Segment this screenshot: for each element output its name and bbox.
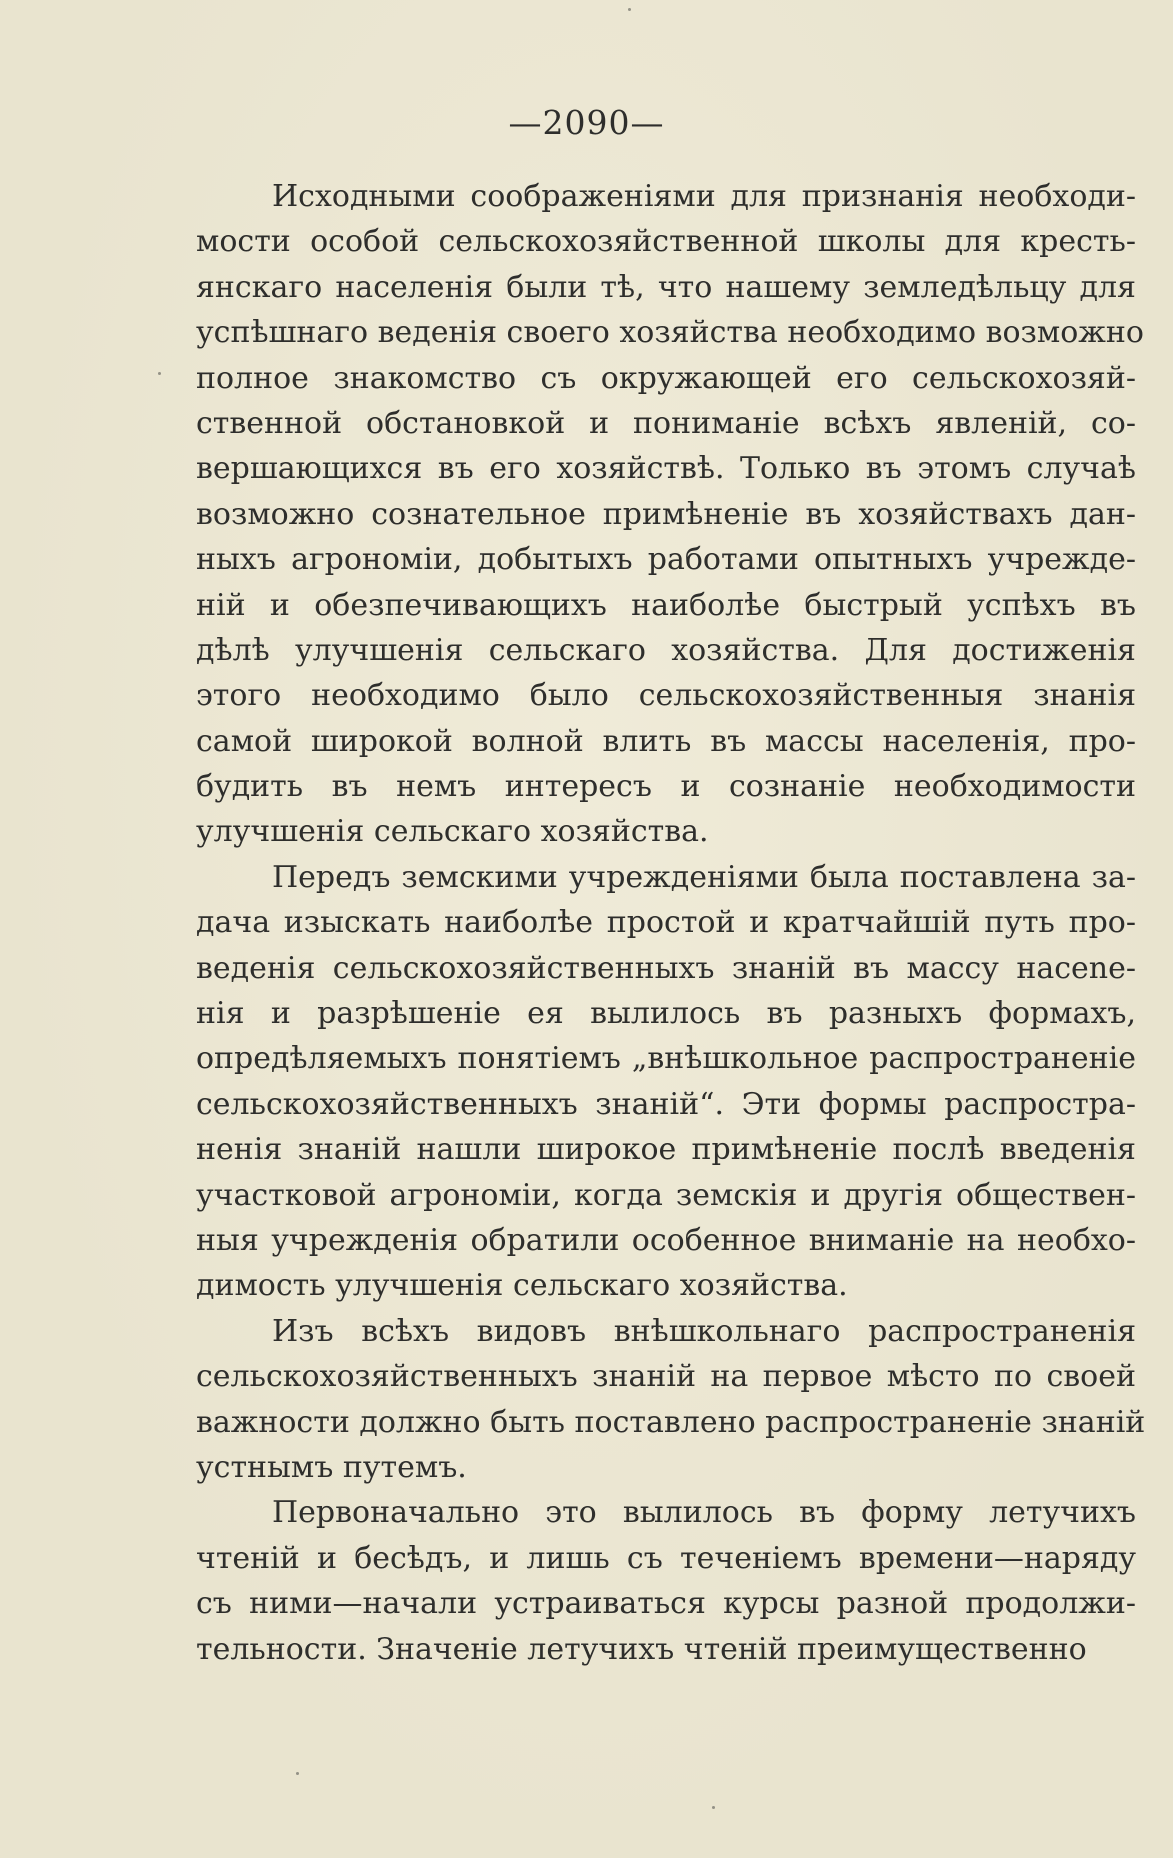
paragraph: [196, 1490, 1136, 1672]
text-line: ненія знаній нашли широкое примѣненіе послѣ введенія: [196, 1132, 1136, 1168]
paper-speck: [712, 1806, 715, 1809]
paper-speck: [158, 372, 161, 375]
text-line: Изъ всѣхъ видовъ внѣшкольнаго распространенія: [272, 1313, 1136, 1349]
paragraph: [196, 174, 1144, 855]
paper-speck: [628, 8, 631, 11]
text-line: участковой агрономіи, когда земскія и другія обществен-: [196, 1177, 1136, 1213]
text-line: ныхъ агрономіи, добытыхъ работами опытныхъ учрежде-: [196, 542, 1136, 578]
text-line: дѣлѣ улучшенія сельскаго хозяйства. Для достиженія: [196, 632, 1136, 668]
body-text: [196, 174, 1146, 1672]
text-line: ственной обстановкой и пониманіе всѣхъ явленій, со-: [196, 405, 1136, 441]
text-line: Первоначально это вылилось въ форму летучихъ: [272, 1495, 1136, 1531]
paragraph: [196, 855, 1136, 1309]
text-line: веденія сельскохозяйственныхъ знаній въ массу насеnе-: [196, 950, 1136, 986]
text-line: нія и разрѣшеніе ея вылилось въ разныхъ формахъ,: [196, 996, 1136, 1032]
text-line: янскаго населенія были тѣ, что нашему земледѣльцу для: [196, 269, 1136, 305]
text-line: мости особой сельскохозяйственной школы для кресть-: [196, 224, 1136, 260]
page-number: —2090—: [508, 103, 665, 142]
text-line: успѣшнаго веденія своего хозяйства необходимо возможно: [196, 315, 1144, 351]
text-line: димость улучшенія сельскаго хозяйства.: [196, 1268, 848, 1304]
text-line: опредѣляемыхъ понятіемъ „внѣшкольное распространеніе: [196, 1041, 1136, 1077]
text-line: ныя учрежденія обратили особенное вниманіе на необхо-: [196, 1222, 1136, 1258]
text-line: сельскохозяйственныхъ знаній“. Эти формы распростра-: [196, 1086, 1136, 1122]
paragraph: [196, 1309, 1146, 1491]
text-line: полное знакомство съ окружающей его сельскохозяй-: [196, 360, 1136, 396]
text-line: Передъ земскими учрежденіями была поставлена за-: [272, 859, 1136, 895]
text-line: чтеній и бесѣдъ, и лишь съ теченіемъ времени—наряду: [196, 1540, 1136, 1576]
text-line: этого необходимо было сельскохозяйственныя знанія: [196, 678, 1136, 714]
text-line: возможно сознательное примѣненіе въ хозяйствахъ дан-: [196, 496, 1136, 532]
text-line: дача изыскать наиболѣе простой и кратчайшій путь про-: [196, 905, 1136, 941]
text-line: сельскохозяйственныхъ знаній на первое мѣсто по своей: [196, 1359, 1136, 1395]
text-line: устнымъ путемъ.: [196, 1449, 467, 1485]
text-line: тельности. Значеніе летучихъ чтеній преимущественно: [196, 1631, 1087, 1667]
text-line: Исходными соображеніями для признанія необходи-: [272, 179, 1136, 214]
paper-speck: [296, 1772, 299, 1775]
text-line: ній и обезпечивающихъ наиболѣе быстрый успѣхъ въ: [196, 587, 1136, 623]
text-line: съ ними—начали устраиваться курсы разной продолжи-: [196, 1586, 1136, 1622]
text-line: будить въ немъ интересъ и сознаніе необходимости: [196, 769, 1136, 805]
text-line: вершающихся въ его хозяйствѣ. Только въ этомъ случаѣ: [196, 451, 1136, 487]
text-line: важности должно быть поставлено распространеніе знаній: [196, 1404, 1146, 1440]
text-line: самой широкой волной влить въ массы населенія, про-: [196, 723, 1136, 759]
text-line: улучшенія сельскаго хозяйства.: [196, 814, 709, 850]
